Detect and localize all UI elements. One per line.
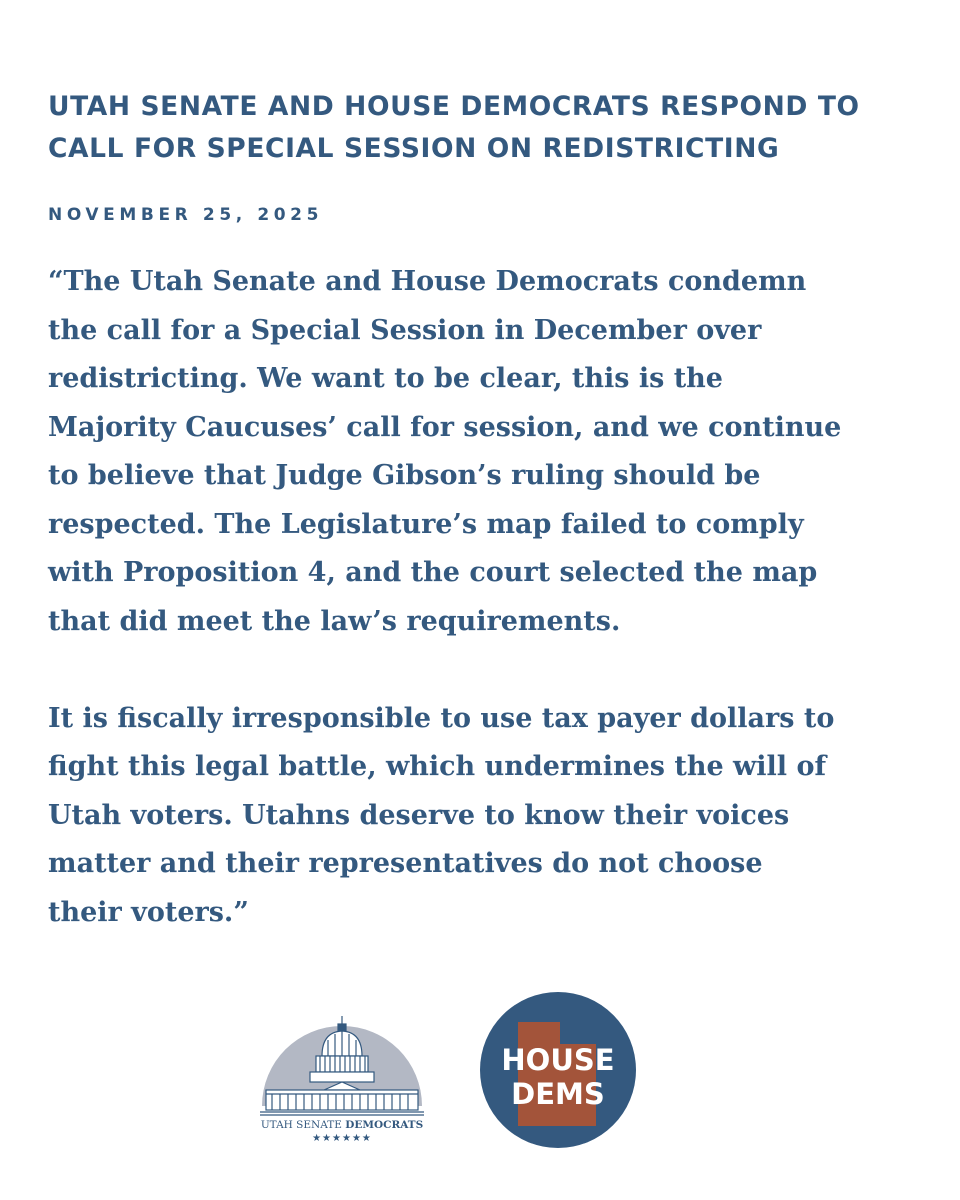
statement-line: Utah voters. Utahns deserve to know their voices: [48, 799, 790, 831]
statement-line: that did meet the law’s requirements.: [48, 605, 621, 637]
statement-line: with Proposition 4, and the court selected the map: [48, 557, 818, 588]
statement-line: the call for a Special Session in December over: [48, 314, 762, 346]
headline-line-2: CALL FOR SPECIAL SESSION ON REDISTRICTING: [48, 133, 780, 164]
statement-line: Majority Caucuses’ call for session, and we continue: [48, 411, 842, 443]
statement-line: their voters.”: [48, 896, 249, 928]
utah-senate-democrats-logo: [258, 1010, 426, 1144]
release-date: NOVEMBER 25, 2025: [48, 205, 324, 225]
senate-logo-stars: ★★★★★★: [312, 1133, 372, 1144]
statement-paragraph-1: [48, 258, 928, 646]
statement-paragraph-2: [48, 695, 928, 938]
statement-line: redistricting. We want to be clear, this is the: [48, 363, 723, 394]
house-logo-line-1: HOUSE: [501, 1043, 615, 1077]
house-logo-line-2: DEMS: [511, 1077, 605, 1111]
statement-line: matter and their representatives do not choose: [48, 848, 763, 879]
statement-line: “The Utah Senate and House Democrats condemn: [48, 266, 807, 297]
statement-line: respected. The Legislature’s map failed to comply: [48, 508, 804, 540]
statement-line: It is fiscally irresponsible to use tax payer dollars to: [48, 702, 835, 734]
statement-quote: [48, 258, 928, 937]
headline: [48, 86, 908, 170]
house-dems-logo: [480, 992, 636, 1148]
statement-line: to believe that Judge Gibson’s ruling should be: [48, 460, 761, 491]
senate-logo-wordmark: UTAH SENATE DEMOCRATS: [260, 1119, 424, 1131]
headline-line-1: UTAH SENATE AND HOUSE DEMOCRATS RESPOND TO: [48, 91, 860, 122]
statement-line: fight this legal battle, which undermines the will of: [48, 751, 827, 782]
